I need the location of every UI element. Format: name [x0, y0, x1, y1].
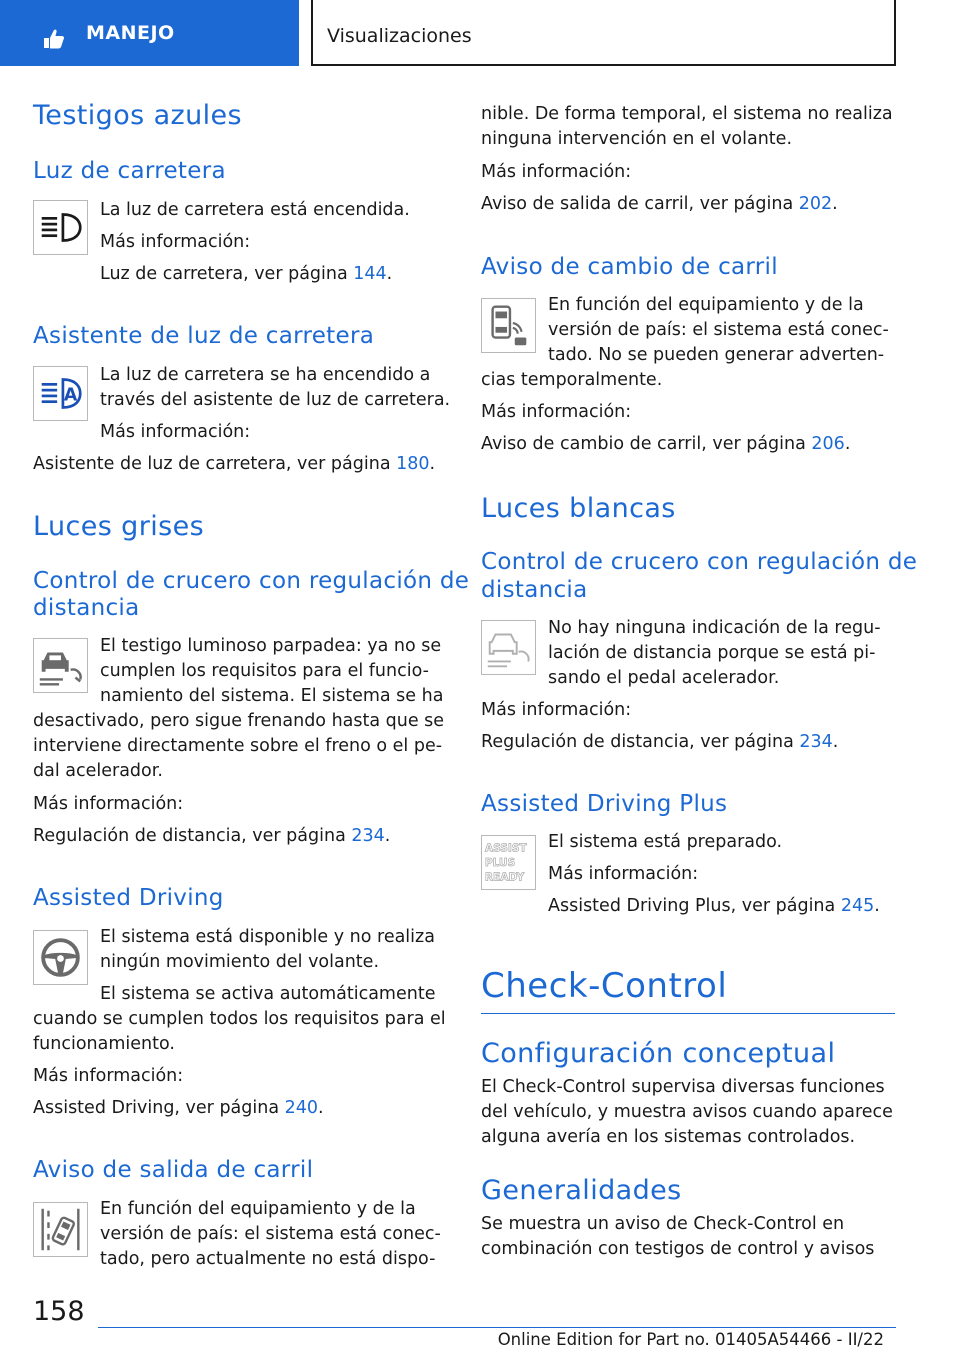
- text-line: Se muestra un aviso de Check-Control en: [481, 1214, 845, 1234]
- heading-aviso-salida: Aviso de salida de carril: [33, 1157, 314, 1183]
- page-link[interactable]: 206: [811, 434, 845, 454]
- text-reference: Luz de carretera, ver página 144.: [100, 264, 393, 284]
- text-line: interviene directamente sobre el freno o el pe-: [33, 736, 443, 756]
- text-line: namiento del sistema. El sistema se ha: [100, 686, 444, 706]
- text-more-info: Más información:: [33, 1066, 184, 1086]
- lane-departure-icon: [33, 1202, 88, 1257]
- high-beam-icon: [33, 200, 88, 255]
- text-more-info: Más información:: [481, 402, 632, 422]
- heading-crucero: Control de crucero con regulación de: [33, 568, 470, 594]
- edition-note: Online Edition for Part no. 01405A54466 - II/22: [497, 1330, 884, 1349]
- text-reference: Regulación de distancia, ver página 234.: [33, 826, 391, 846]
- text-line: ningún movimiento del volante.: [100, 952, 380, 972]
- text-line: El testigo luminoso parpadea: ya no se: [100, 636, 442, 656]
- heading-asistente-luz: Asistente de luz de carretera: [33, 323, 375, 349]
- high-beam-assist-icon: [33, 366, 88, 421]
- heading-generalidades: Generalidades: [481, 1175, 682, 1206]
- text-line: alguna avería en los sistemas controlados.: [481, 1127, 856, 1147]
- text-reference: Assisted Driving, ver página 240.: [33, 1098, 324, 1118]
- svg-text:A: A: [63, 385, 78, 406]
- chapter-box: [311, 0, 896, 66]
- section-tab: [0, 0, 299, 66]
- text-line: En función del equipamiento y de la: [100, 1199, 416, 1219]
- text-line: El sistema está preparado.: [548, 832, 783, 852]
- text-line: No hay ninguna indicación de la regu-: [548, 618, 881, 638]
- text-more-info: Más información:: [481, 700, 632, 720]
- lane-change-icon: [481, 298, 536, 353]
- text-more-info: Más información:: [548, 864, 699, 884]
- text-line: nible. De forma temporal, el sistema no realiza: [481, 104, 893, 124]
- text-more-info: Más información:: [33, 794, 184, 814]
- heading-crucero-blanco: Control de crucero con regulación de: [481, 549, 918, 575]
- heading-crucero-l2: distancia: [33, 595, 140, 621]
- text-line: tado, pero actualmente no está dispo-: [100, 1249, 436, 1269]
- text-more-info: Más información:: [481, 162, 632, 182]
- text-line: funcionamiento.: [33, 1034, 175, 1054]
- text-line: combinación con testigos de control y avisos: [481, 1239, 875, 1259]
- text-line: través del asistente de luz de carretera.: [100, 390, 451, 410]
- heading-luces-grises: Luces grises: [33, 511, 205, 542]
- page-link[interactable]: 234: [351, 826, 385, 846]
- text-reference: Aviso de cambio de carril, ver página 206.: [481, 434, 851, 454]
- text-reference: Aviso de salida de carril, ver página 202.: [481, 194, 838, 214]
- text-line: versión de país: el sistema está conec-: [548, 320, 889, 340]
- page-link[interactable]: 202: [798, 194, 833, 214]
- text-reference: Assisted Driving Plus, ver página 245.: [548, 896, 880, 916]
- text-reference: Regulación de distancia, ver página 234.: [481, 732, 839, 752]
- text-line: En función del equipamiento y de la: [548, 295, 864, 315]
- text-line: del vehículo, y muestra avisos cuando aparece: [481, 1102, 893, 1122]
- page-link[interactable]: 240: [284, 1098, 319, 1118]
- heading-assisted-plus: Assisted Driving Plus: [481, 791, 728, 817]
- text-line: La luz de carretera está encendida.: [100, 200, 410, 220]
- heading-luces-blancas: Luces blancas: [481, 493, 676, 524]
- text-line: ninguna intervención en el volante.: [481, 129, 793, 149]
- text-line: desactivado, pero sigue frenando hasta que se: [33, 711, 445, 731]
- section-rule: [481, 1013, 895, 1014]
- page-link[interactable]: 245: [840, 896, 875, 916]
- icon-text-line: ASSIST: [484, 842, 527, 855]
- page-link[interactable]: 180: [396, 454, 430, 474]
- page-link[interactable]: 234: [799, 732, 833, 752]
- heading-configuracion: Configuración conceptual: [481, 1038, 836, 1069]
- text-line: versión de país: el sistema está conec-: [100, 1224, 441, 1244]
- text-line: El Check-Control supervisa diversas funciones: [481, 1077, 885, 1097]
- assist-plus-ready-icon: [481, 835, 536, 890]
- steering-wheel-icon: [33, 930, 88, 985]
- icon-text-line: READY: [484, 871, 525, 884]
- section-label: MANEJO: [86, 22, 175, 44]
- footer-rule: [98, 1327, 896, 1328]
- heading-aviso-cambio: Aviso de cambio de carril: [481, 254, 778, 280]
- text-line: cuando se cumplen todos los requisitos para el: [33, 1009, 446, 1029]
- page-number: 158: [33, 1296, 85, 1327]
- text-line: cias temporalmente.: [481, 370, 663, 390]
- text-line: lación de distancia porque se está pi-: [548, 643, 876, 663]
- heading-check-control: Check-Control: [481, 966, 728, 1006]
- text-more-info: Más información:: [100, 232, 251, 252]
- text-line: El sistema se activa automáticamente: [100, 984, 436, 1004]
- text-line: sando el pedal acelerador.: [548, 668, 780, 688]
- steering-hand-icon: [40, 26, 66, 52]
- text-line: cumplen los requisitos para el funcio-: [100, 661, 429, 681]
- text-line: tado. No se pueden generar adverten-: [548, 345, 885, 365]
- cruise-control-white-icon: [481, 620, 536, 675]
- heading-testigos-azules: Testigos azules: [33, 100, 242, 131]
- text-more-info: Más información:: [100, 422, 251, 442]
- heading-crucero-blanco-l2: distancia: [481, 577, 588, 603]
- heading-assisted-driving: Assisted Driving: [33, 885, 224, 911]
- text-line: El sistema está disponible y no realiza: [100, 927, 435, 947]
- text-line: dal acelerador.: [33, 761, 163, 781]
- chapter-label: Visualizaciones: [327, 25, 472, 47]
- icon-text-line: PLUS: [484, 856, 516, 869]
- heading-luz-carretera: Luz de carretera: [33, 158, 226, 184]
- page-link[interactable]: 144: [353, 264, 387, 284]
- text-line: La luz de carretera se ha encendido a: [100, 365, 431, 385]
- cruise-control-gray-icon: [33, 638, 88, 693]
- text-reference: Asistente de luz de carretera, ver página 180.: [33, 454, 436, 474]
